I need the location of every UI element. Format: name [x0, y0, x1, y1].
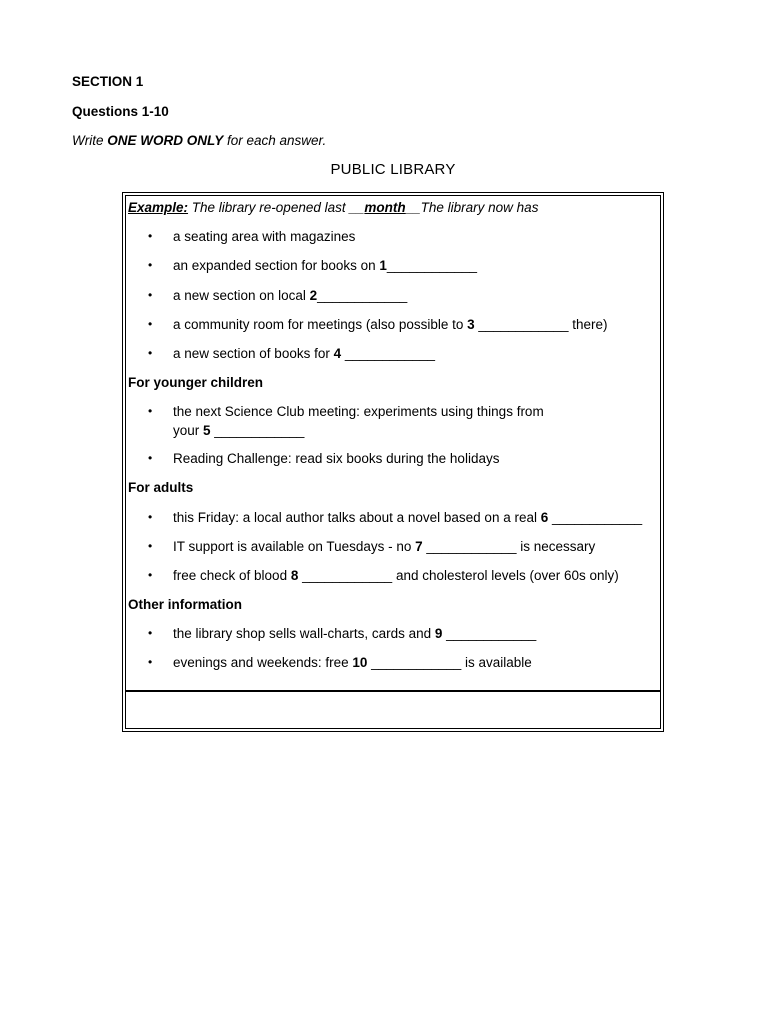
list-item-q6: [173, 509, 642, 526]
q10-blank: ____________ is available: [367, 655, 532, 670]
example-line: [128, 199, 538, 216]
list-item-seating: a seating area with magazines: [173, 229, 356, 244]
q10-number: 10: [352, 655, 368, 670]
bullet-icon: •: [148, 539, 153, 553]
other-information-heading: Other information: [128, 597, 242, 612]
list-item-q3: [173, 316, 608, 333]
page-title: PUBLIC LIBRARY: [330, 161, 456, 178]
section-heading: SECTION 1: [72, 74, 144, 89]
q9-text: the library shop sells wall-charts, cards and: [173, 626, 435, 641]
bullet-icon: •: [148, 229, 153, 243]
bullet-icon: •: [148, 317, 153, 331]
bullet-icon: •: [148, 404, 153, 418]
list-item-q9: [173, 625, 536, 642]
instruction-text: [72, 133, 326, 148]
adults-heading: For adults: [128, 480, 194, 495]
bullet-icon: •: [148, 451, 153, 465]
bullet-icon: •: [148, 655, 153, 669]
list-item-q4: [173, 345, 435, 362]
q4-text: a new section of books for: [173, 346, 334, 361]
list-item-q1: [173, 257, 477, 274]
q7-text: IT support is available on Tuesdays - no: [173, 539, 416, 554]
q3-blank: ____________ there): [474, 317, 608, 332]
q4-blank: ____________: [341, 346, 435, 361]
q8-number: 8: [290, 568, 299, 583]
q2-blank: ____________: [317, 288, 408, 303]
example-answer: month: [364, 200, 406, 215]
q2-text: a new section on local: [173, 288, 310, 303]
bullet-icon: •: [148, 288, 153, 302]
bullet-icon: •: [148, 510, 153, 524]
q1-text: an expanded section for books on: [173, 258, 380, 273]
list-item-q5-line1: the next Science Club meeting: experiments using things from: [173, 404, 544, 419]
bullet-icon: •: [148, 626, 153, 640]
bullet-icon: •: [148, 346, 153, 360]
q10-text: evenings and weekends: free: [173, 655, 353, 670]
q5-text: your: [173, 423, 204, 438]
instruction-post: for each answer.: [223, 133, 327, 148]
instruction-emphasis: ONE WORD ONLY: [107, 133, 224, 148]
q8-text: free check of blood: [173, 568, 291, 583]
list-item-q5-line2: [173, 422, 304, 439]
q6-number: 6: [540, 510, 549, 525]
questions-range: Questions 1-10: [72, 104, 169, 119]
q1-blank: ____________: [386, 258, 478, 273]
q1-number: 1: [379, 258, 387, 273]
q9-number: 9: [434, 626, 443, 641]
example-text-before: The library re-opened last __: [188, 200, 365, 215]
table-divider: [126, 690, 660, 692]
list-item-q8: [173, 567, 619, 584]
q5-number: 5: [203, 423, 211, 438]
q4-number: 4: [333, 346, 342, 361]
q2-number: 2: [309, 288, 318, 303]
q6-blank: ____________: [548, 510, 643, 525]
example-label: Example:: [128, 200, 189, 215]
example-text-after: __The library now has: [405, 200, 539, 215]
list-item-q2: [173, 287, 407, 304]
bullet-icon: •: [148, 568, 153, 582]
q7-number: 7: [415, 539, 423, 554]
list-item-reading-challenge: Reading Challenge: read six books during the holidays: [173, 451, 500, 466]
q3-number: 3: [467, 317, 475, 332]
q7-blank: ____________ is necessary: [422, 539, 596, 554]
q6-text: this Friday: a local author talks about a novel based on a real: [173, 510, 541, 525]
q8-blank: ____________ and cholesterol levels (over 60s only): [298, 568, 619, 583]
list-item-q7: [173, 538, 595, 555]
q9-blank: ____________: [442, 626, 537, 641]
instruction-pre: Write: [72, 133, 108, 148]
q5-blank: ____________: [210, 423, 305, 438]
q3-text: a community room for meetings (also possible to: [173, 317, 468, 332]
bullet-icon: •: [148, 258, 153, 272]
younger-children-heading: For younger children: [128, 375, 264, 390]
list-item-q10: [173, 654, 532, 671]
